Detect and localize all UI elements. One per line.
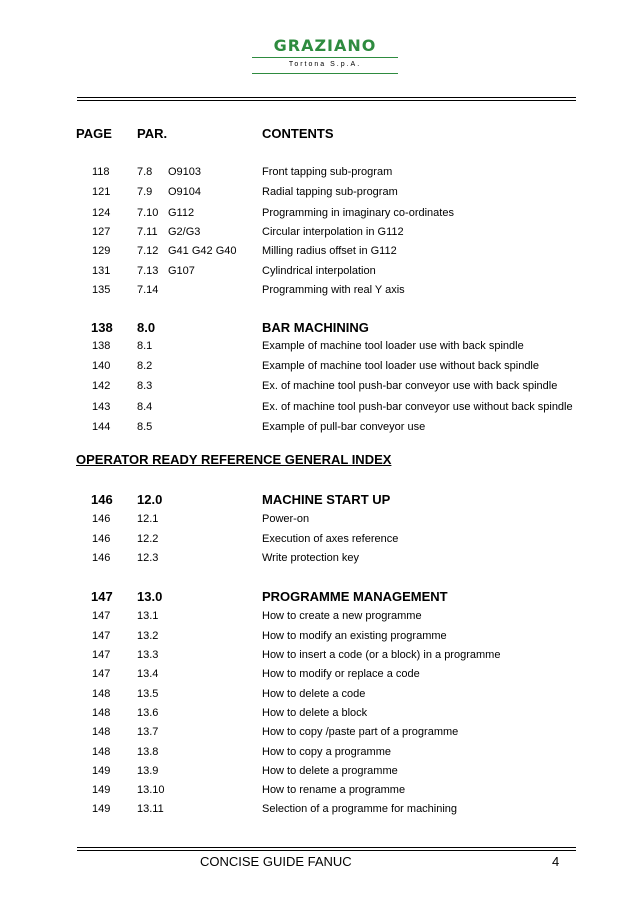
row-desc: Power-on [262,513,310,525]
row-desc: Example of machine tool loader use without back spindle [262,360,539,372]
graziano-logo [252,36,398,76]
row-par: 7.14 [137,284,159,296]
row-page: 118 [92,166,110,178]
row-desc: How to modify an existing programme [262,630,447,642]
row-desc: How to delete a code [262,688,366,700]
row-page: 147 [92,649,111,661]
row-desc: Selection of a programme for machining [262,803,458,815]
row-desc: Example of machine tool loader use with back spindle [262,340,524,352]
row-desc: Programming in imaginary co-ordinates [262,207,454,219]
row-page: 148 [92,726,111,738]
row-page: 121 [92,186,111,198]
row-page: 148 [92,746,111,758]
row-par: 8.4 [137,401,153,413]
row-desc: Milling radius offset in G112 [262,245,397,257]
row-desc: Front tapping sub-program [262,166,393,178]
logo-subtitle: Tortona S.p.A. [288,61,362,68]
row-par: 7.9 [137,186,153,198]
row-par: 7.13 [137,265,159,277]
row-page: 147 [92,668,111,680]
row-desc: How to copy /paste part of a programme [262,726,459,738]
col-header-contents: CONTENTS [262,126,334,141]
row-desc: PROGRAMME MANAGEMENT [262,589,448,604]
logo-rule-bottom [252,73,398,74]
row-page: 149 [92,784,111,796]
footer-rule [77,847,576,851]
row-code: G41 G42 G40 [168,245,237,257]
row-page: 147 [91,589,113,604]
row-desc: How to modify or replace a code [262,668,420,680]
row-page: 127 [92,226,111,238]
row-desc: Circular interpolation in G112 [262,226,404,238]
row-page: 147 [92,630,111,642]
row-desc: Programming with real Y axis [262,284,405,296]
row-desc: How to create a new programme [262,610,422,622]
row-par: 7.11 [137,226,158,238]
row-par: 13.3 [137,649,159,661]
row-page: 147 [92,610,111,622]
row-desc: BAR MACHINING [262,320,369,335]
row-page: 124 [92,207,111,219]
row-desc: How to copy a programme [262,746,391,758]
row-desc: Radial tapping sub-program [262,186,398,198]
row-page: 148 [92,707,111,719]
row-par: 13.7 [137,726,159,738]
row-par: 13.11 [137,803,164,815]
row-par: 12.0 [137,492,163,507]
row-par: 13.4 [137,668,159,680]
row-desc: How to delete a programme [262,765,398,777]
row-par: 13.8 [137,746,159,758]
row-par: 8.1 [137,340,153,352]
footer-title: CONCISE GUIDE FANUC [200,854,352,869]
row-code: O9103 [168,166,202,178]
row-par: 13.9 [137,765,159,777]
row-desc: Cylindrical interpolation [262,265,376,277]
row-par: 13.2 [137,630,159,642]
row-page: 129 [92,245,111,257]
row-desc: Example of pull-bar conveyor use [262,421,426,433]
row-par: 8.0 [137,320,156,335]
row-page: 146 [92,533,111,545]
row-desc: How to rename a programme [262,784,406,796]
col-header-page: PAGE [76,126,112,141]
row-desc: Ex. of machine tool push-bar conveyor use with back spindle [262,380,558,392]
row-page: 146 [91,492,113,507]
row-desc: Write protection key [262,552,360,564]
row-page: 135 [92,284,111,296]
row-par: 7.10 [137,207,159,219]
row-page: 146 [92,552,111,564]
footer-page-number: 4 [552,854,560,869]
row-page: 138 [91,320,113,335]
row-code: G107 [168,265,195,277]
row-par: 13.5 [137,688,159,700]
row-desc: MACHINE START UP [262,492,391,507]
row-code: O9104 [168,186,202,198]
row-par: 7.12 [137,245,159,257]
row-par: 13.0 [137,589,163,604]
col-header-par: PAR. [137,126,168,141]
row-par: 12.3 [137,552,159,564]
row-par: 8.3 [137,380,153,392]
row-page: 140 [92,360,111,372]
row-par: 13.1 [137,610,159,622]
row-par: 12.2 [137,533,159,545]
logo-rule-top [252,57,398,58]
row-page: 149 [92,765,111,777]
row-desc: How to delete a block [262,707,368,719]
row-par: 13.6 [137,707,159,719]
index-title: OPERATOR READY REFERENCE GENERAL INDEX [76,452,392,467]
row-page: 143 [92,401,111,413]
row-par: 7.8 [137,166,153,178]
row-page: 146 [92,513,111,525]
row-par: 12.1 [137,513,159,525]
row-desc: Execution of axes reference [262,533,399,545]
row-code: G2/G3 [168,226,201,238]
header-rule [77,97,576,101]
row-par: 8.2 [137,360,153,372]
row-page: 138 [92,340,111,352]
row-page: 131 [92,265,111,277]
row-page: 148 [92,688,111,700]
row-desc: How to insert a code (or a block) in a programme [262,649,501,661]
row-page: 142 [92,380,111,392]
row-page: 149 [92,803,111,815]
row-page: 144 [92,421,111,433]
row-par: 8.5 [137,421,153,433]
logo-name: GRAZIANO [273,36,377,55]
row-code: G112 [168,207,195,219]
row-par: 13.10 [137,784,165,796]
row-desc: Ex. of machine tool push-bar conveyor use without back spindle [262,401,573,413]
